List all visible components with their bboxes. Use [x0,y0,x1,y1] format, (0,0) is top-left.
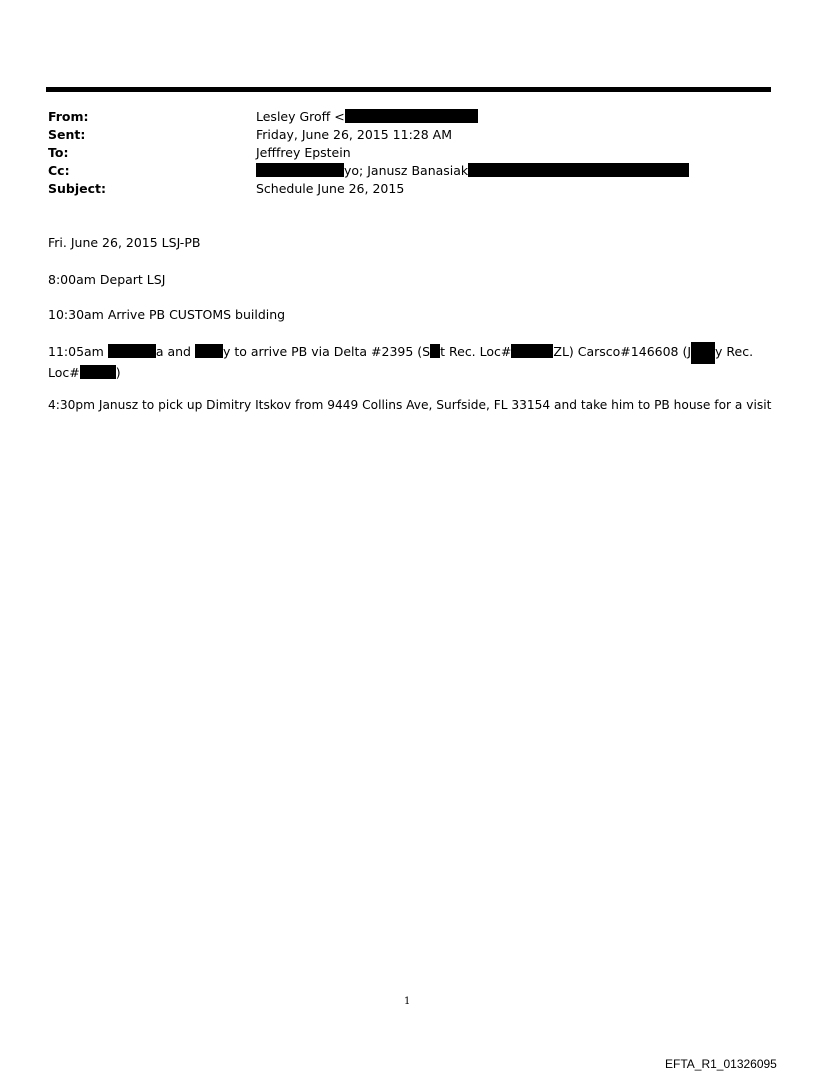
cc-value [256,162,689,180]
redaction-block [80,365,116,379]
redaction-block [468,163,689,177]
subject-row [48,180,768,198]
body-line-depart: 8:00am Depart LSJ [48,272,166,287]
redaction-block [345,109,478,123]
flight-text-c: y to arrive PB via Delta #2395 (S [222,344,431,359]
sent-row [48,126,768,144]
sent-label: Sent: [48,127,86,142]
body-line-flight [48,342,768,382]
cc-label: Cc: [48,163,70,178]
flight-text-h: ) [115,365,121,380]
flight-text-e: ZL) Carsco#146608 (J [553,344,692,359]
body-line-arrive: 10:30am Arrive PB CUSTOMS building [48,307,286,322]
redaction-block [691,342,715,364]
redaction-block [108,344,156,358]
redaction-block [256,163,344,177]
sent-value: Friday, June 26, 2015 11:28 AM [256,127,452,142]
subject-label: Subject: [48,181,106,196]
to-row [48,144,768,162]
cc-row [48,162,768,180]
body-line-date: Fri. June 26, 2015 LSJ-PB [48,235,201,250]
flight-line-2 [48,364,768,382]
from-value [256,108,478,126]
header-rule [46,87,771,92]
page-number: 1 [404,996,411,1007]
subject-value: Schedule June 26, 2015 [256,181,405,196]
body-line-pickup: 4:30pm Janusz to pick up Dimitry Itskov from 9449 Collins Ave, Surfside, FL 33154 and take him to PB house for a visit [48,398,772,412]
redaction-block [430,344,440,358]
flight-text-b: a and [155,344,191,359]
flight-text-f: y Rec. [715,344,754,359]
to-label: To: [48,145,69,160]
from-name: Lesley Groff < [256,109,345,124]
flight-line-1 [48,342,768,364]
email-headers [48,108,768,198]
cc-recipients: yo; Janusz Banasiak [344,163,469,178]
redaction-block [195,344,223,358]
redaction-block [511,344,553,358]
flight-text-g: Loc# [48,365,80,380]
flight-text-a: 11:05am [48,344,104,359]
document-id: EFTA_R1_01326095 [665,1057,777,1071]
from-row [48,108,768,126]
flight-text-d: t Rec. Loc# [440,344,512,359]
to-value: Jefffrey Epstein [256,145,351,160]
from-label: From: [48,109,89,124]
